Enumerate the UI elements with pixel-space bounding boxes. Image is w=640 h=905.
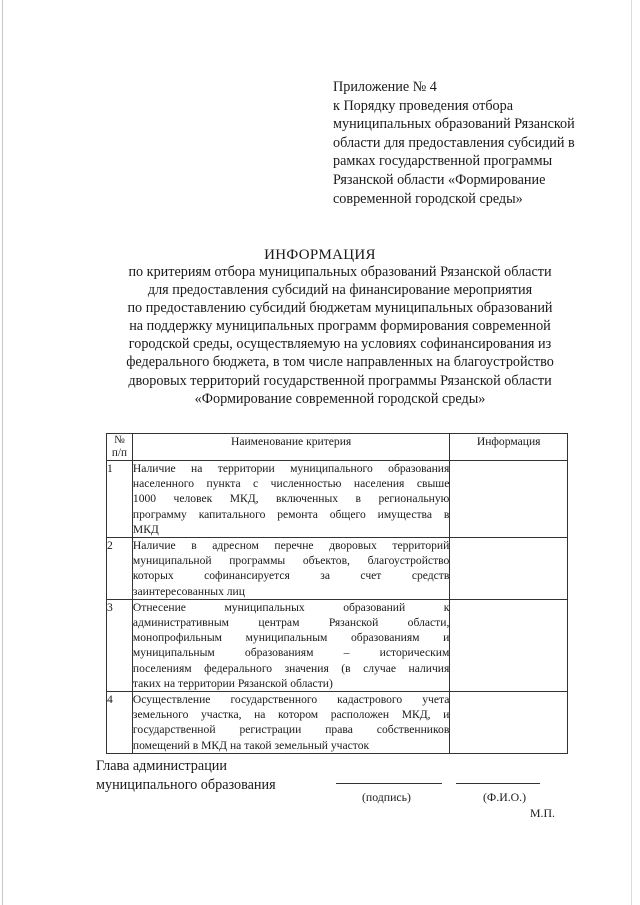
row-information [450,461,568,538]
subtitle-line: федерального бюджета, в том числе направленных на благоустройство [126,354,554,371]
table-row [107,599,568,691]
table-header-row [107,434,568,461]
signature-line [336,783,442,784]
criterion-line: таких на территории Рязанской области) [132,676,333,690]
criterion-line: населенного пункта с численностью населения свыше [132,477,450,491]
criterion-line: которых софинансируется за счет средств [132,569,450,583]
row-criterion [132,692,449,754]
row-number: 3 [107,599,133,691]
subtitle-line: «Формирование современной городской среды» [194,390,486,407]
signature-block [96,757,276,795]
criterion-line: заинтересованных лиц [132,584,245,598]
row-criterion [132,599,449,691]
signature-title-line1: Глава администрации [96,758,227,774]
stamp-label: М.П. [530,806,555,820]
criterion-line: земельного участка, на котором расположен МКД, и [132,708,450,722]
signature-caption: (подпись) [362,790,411,804]
criterion-line: муниципальной программы объектов, благоустройство [132,554,450,568]
criterion-line: программу капитального ремонта общего имущества в [132,507,450,521]
criterion-line: монопрофильным муниципальным образованиям и [132,631,450,645]
criterion-line: Наличие в адресном перечне дворовых территорий [132,539,450,553]
name-line [456,783,540,784]
row-information [450,692,568,754]
row-criterion [132,538,449,600]
criterion-line: административным центрам Рязанской области, [132,616,450,630]
row-number: 1 [107,461,133,538]
criterion-line: 1000 человек МКД, включенных в региональную [132,492,450,506]
criterion-line: Наличие на территории муниципального образования [132,462,450,475]
header-number-sign: № [114,434,125,446]
appendix-line: к Порядку проведения отбора [333,97,514,114]
row-number: 2 [107,538,133,600]
criterion-line: муниципальным образованиям – историческим [132,646,450,660]
criteria-table [106,433,568,754]
signature-title-line2: муниципального образования [96,777,276,793]
criterion-line: Отнесение муниципальных образований к [132,600,450,614]
row-information [450,538,568,600]
scan-edge-right [631,0,632,905]
row-criterion [132,461,449,538]
appendix-line: Приложение № 4 [333,79,437,95]
row-information [450,599,568,691]
appendix-line: муниципальных образований Рязанской [333,116,575,133]
subtitle-line: по критериям отбора муниципальных образований Рязанской области [128,264,552,280]
header-criterion-name: Наименование критерия [132,434,449,461]
appendix-line: области для предоставления субсидий в [333,134,575,151]
document-subtitle [60,263,620,408]
header-information: Информация [450,434,568,461]
appendix-line: рамках государственной программы [333,153,553,170]
row-number: 4 [107,692,133,754]
criterion-line: государственной регистрации права собственников [132,723,450,737]
subtitle-line: на поддержку муниципальных программ формирования современной [129,318,551,335]
appendix-line: Рязанской области «Формирование [333,171,546,188]
table-row [107,692,568,754]
subtitle-line: для предоставления субсидий на финансирование мероприятия [147,282,533,299]
title-text: ИНФОРМАЦИЯ [264,247,376,263]
table-row [107,461,568,538]
name-caption: (Ф.И.О.) [483,790,527,804]
criterion-line: помещений в МКД на такой земельный участок [132,738,370,752]
subtitle-line: по предоставлению субсидий бюджетам муниципальных образований [127,300,553,317]
header-number-abbr: п/п [111,447,127,459]
appendix-header [333,78,573,208]
header-number [107,434,133,461]
criterion-line: поселениям федерального значения (в случае наличия [132,661,450,675]
subtitle-line: городской среды, осуществляемую на условиях софинансирования из [128,336,552,353]
appendix-line: современной городской среды» [333,190,523,207]
table-row [107,538,568,600]
scan-edge-left [2,0,3,905]
criterion-line: МКД [132,522,159,536]
subtitle-line: дворовых территорий государственной программы Рязанской области [128,372,552,389]
criterion-line: Осуществление государственного кадастрового учета [132,693,450,707]
